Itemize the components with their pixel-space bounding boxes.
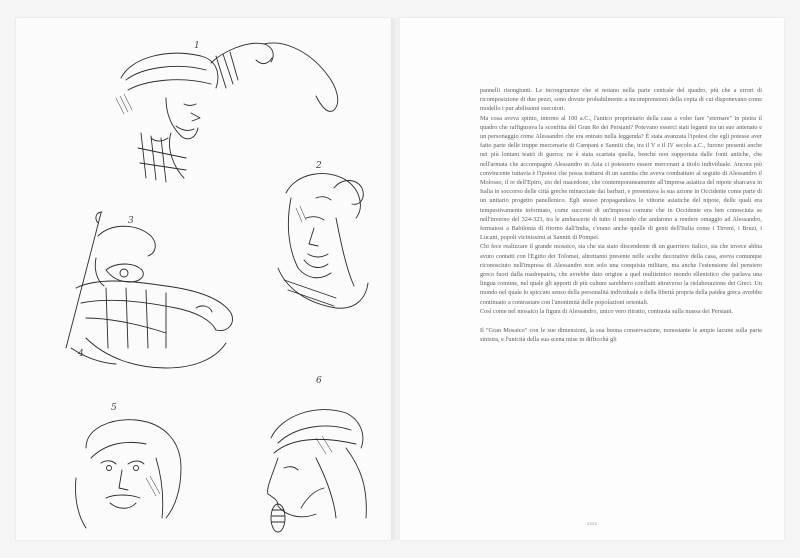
figure-5-hooded-head: [75, 420, 181, 528]
figure-label-3: 3: [128, 216, 134, 226]
book-gutter: [391, 18, 400, 540]
paragraph-2: Ma cosa aveva spinto, intorno al 100 a.C., l'antico proprietario della casa a voler fare "eternare" in pietra il quadro che raffigurava la sconfitta del Gran Re dei Persiani? Potevano esserci stati legami tra un suo antenato e un personaggio come Alessandro che era entrato nella leggenda? È stata avanzata l'ipotesi che egli potesse aver fatto parte delle truppe mercenarie di Campani e Sanniti che, tra il V e il IV secolo a.C., furono presenti anche nei più lontani teatri di guerra; ne è stata scartata quella, benché non supportata dalle fonti antiche, che nell'armata che accompagnò Alessandro in Asia ci potessero essere mercenari a titolo individuale. Ancora più convincente tuttavia è l'ipotesi che possa trattarsi di un sannita che aveva combattuto al seguito di Alessandro il Molosso, il re dell'Epiro, zio del macedone, che contemporaneamente all'impresa asiatica del nipote sbarcava in Italia in soccorso delle città greche minacciate dai barbari, e presentava la sua azione in Occidente come parte di un unitario progetto panellenico. Egli stesso propagandava le vittorie asiatiche del nipote, delle quali era tempestivamente informato, come successi di un'impresa comune che in Occidente era ben conosciuta se nell'inverno del 324-323, tra le ambascerie di tutto il mondo che andarono a rendere omaggio ad Alessandro, fermatosi a Babilonia di ritorno dall'India, c'erano anche quelle di genti dell'Italia come i Tirreni, i Bruzi, i Lucani, popoli vicinissimi ai Sanniti di Pompei.: [480, 114, 762, 242]
paragraph-3: Chi fece realizzare il grande mosaico, sia che sia stato discendente di un guerriero italico, sia che invece abbia avuto contatti con l'Egitto dei Tolomei, altrettanto presente nelle scelte decorative della casa, aveva comunque riconosciuto nell'impresa di Alessandro non solo una conquista militare, ma anche l'estensione del pensiero greco fuori dalla madrepatria, che avrebbe dato origine a quel multietnico mondo ellenistico che parlava una lingua comune, nel quale gli apporti di più culture sarebbero confluiti attraverso la rielaborazione dei Greci. Un mondo nel quale lo spiccato senso della personalità individuale e della libertà propria della paidea greca avrebbe continuato a contrastare con l'anonimità delle popolazioni orientali.: [480, 243, 762, 306]
figure-label-2: 2: [316, 161, 322, 171]
figure-1-turbaned-head-with-whip: [121, 43, 338, 182]
figure-label-4: 4: [78, 349, 84, 359]
figure-3-4-horse-head-with-helmet: [66, 212, 233, 368]
engraving-figures: [16, 18, 391, 540]
figure-6-turbaned-profile: [268, 410, 367, 532]
figure-label-1: 1: [194, 41, 200, 51]
engraving-hatching: [116, 94, 332, 496]
paragraph-1: pannelli risongiunti. Le incongruenze che si notano nella parte centrale del quadro, più che a errori di ricomposizione di due pezzi, sono dovute probabilmente a incomprensioni della copia di cui disponevano come modello i pur abilissimi esecutori.: [480, 87, 762, 113]
figure-2-head-with-scarf: [278, 174, 368, 309]
figure-label-5: 5: [111, 403, 117, 413]
paragraph-5: Il "Gran Mosaico" con le sue dimensioni, la sua buona conservazione, nonostante le ampie lacune sulla parte sinistra, e l'unicità della sua scena mise in difficoltà gli: [480, 327, 762, 344]
engraving-plate: [16, 18, 391, 540]
left-page-plate: [16, 18, 391, 540]
body-text: [480, 86, 762, 344]
page-number: xxxx: [587, 522, 597, 527]
paragraph-4: Così come nel mosaico la figura di Alessandro, unico vero ritratto, contrasta sulla massa dei Persiani.: [480, 307, 734, 315]
figure-label-6: 6: [316, 376, 322, 386]
right-page-text: [400, 18, 784, 540]
